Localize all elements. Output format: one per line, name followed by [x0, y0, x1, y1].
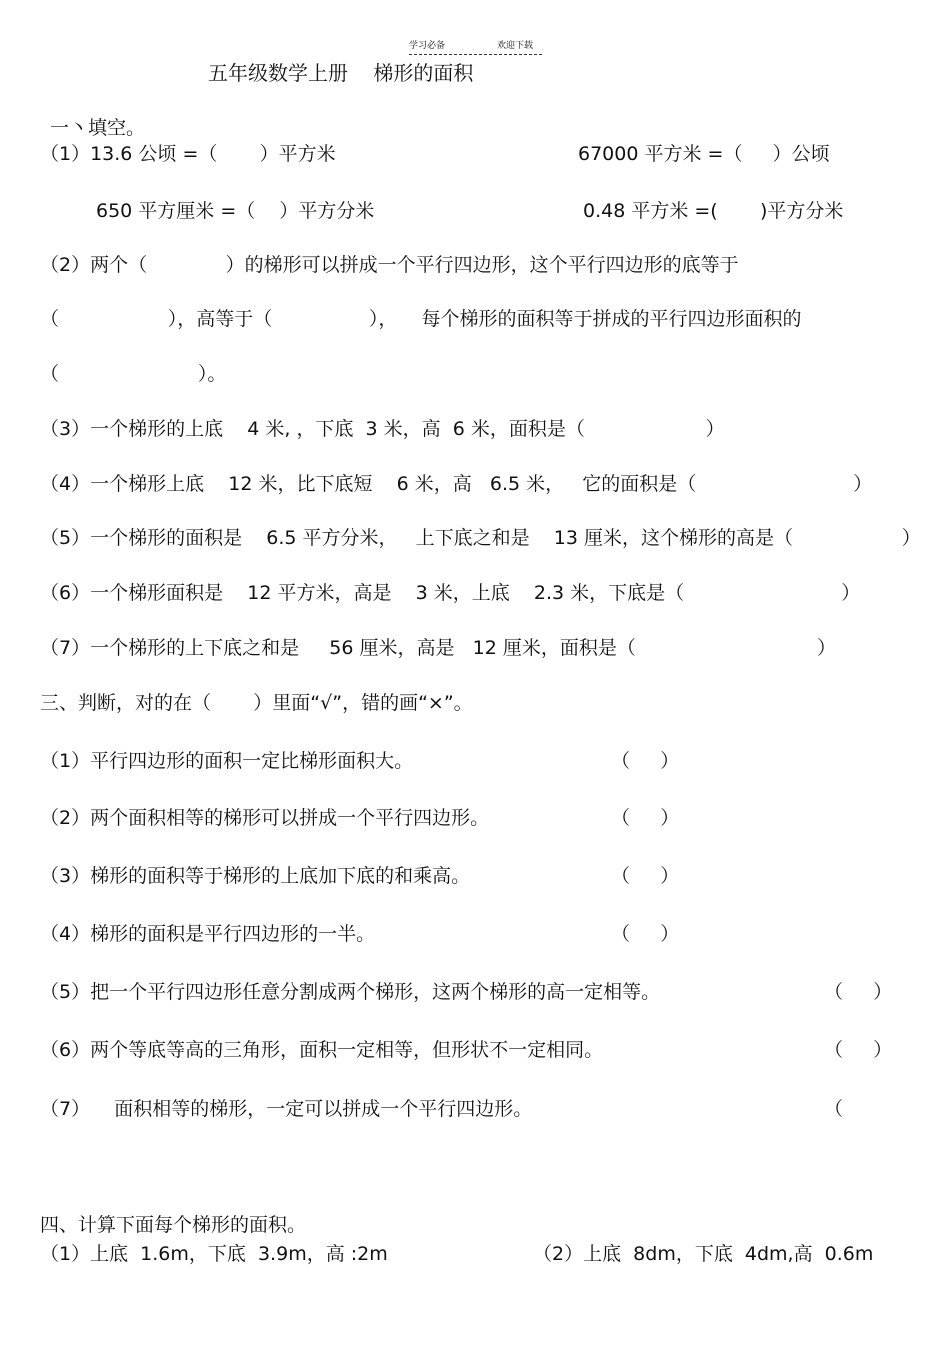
judge-blank-2: （ ） [611, 807, 680, 829]
calc-question-1: （1）上底 1.6m，下底 3.9m，高 :2m [40, 1243, 388, 1265]
judge-item-2: （2）两个面积相等的梯形可以拼成一个平行四边形。 [40, 807, 490, 829]
judge-item-7: （7） 面积相等的梯形，一定可以拼成一个平行四边形。 [40, 1098, 533, 1120]
question-2-line3: （ ）。 [40, 363, 227, 385]
question-7: （7）一个梯形的上下底之和是 56 厘米，高是 12 厘米，面积是（ ） [40, 637, 837, 659]
judge-blank-6: （ ） [824, 1039, 893, 1061]
judge-item-5: （5）把一个平行四边形任意分割成两个梯形，这两个梯形的高一定相等。 [40, 981, 661, 1003]
section3-heading: 三、判断，对的在（ ）里面“√”，错的画“×”。 [40, 692, 473, 714]
question-1b: 67000 平方米 =（ ）公顷 [578, 143, 830, 165]
question-3: （3）一个梯形的上底 4 米, ，下底 3 米，高 6 米，面积是（ ） [40, 418, 725, 440]
question-1c: 650 平方厘米 =（ ）平方分米 [96, 200, 375, 222]
calc-question-2: （2）上底 8dm，下底 4dm,高 0.6m [533, 1243, 874, 1265]
section1-heading: 一丶填空。 [50, 117, 146, 139]
question-1d: 0.48 平方米 =( )平方分米 [583, 200, 844, 222]
page-title: 五年级数学上册 梯形的面积 [208, 61, 474, 85]
judge-item-6: （6）两个等底等高的三角形，面积一定相等，但形状不一定相同。 [40, 1039, 604, 1061]
question-1a: （1）13.6 公顷 =（ ）平方米 [40, 143, 336, 165]
judge-item-3: （3）梯形的面积等于梯形的上底加下底的和乘高。 [40, 865, 471, 887]
header-left-text: 学习必备 [409, 41, 446, 51]
judge-blank-1: （ ） [611, 750, 680, 772]
question-6: （6）一个梯形面积是 12 平方米，高是 3 米，上底 2.3 米，下底是（ ） [40, 582, 861, 604]
header-divider [409, 54, 542, 55]
header-right-text: 欢迎下载 [497, 41, 534, 51]
question-2-line1: （2）两个（ ）的梯形可以拼成一个平行四边形，这个平行四边形的底等于 [40, 254, 739, 276]
judge-item-1: （1）平行四边形的面积一定比梯形面积大。 [40, 750, 414, 772]
judge-blank-5: （ ） [824, 981, 893, 1003]
question-4: （4）一个梯形上底 12 米，比下底短 6 米，高 6.5 米， 它的面积是（ ） [40, 473, 873, 495]
judge-blank-4: （ ） [611, 923, 680, 945]
judge-blank-3: （ ） [611, 865, 680, 887]
judge-blank-7: （ [824, 1098, 844, 1120]
question-5: （5）一个梯形的面积是 6.5 平方分米， 上下底之和是 13 厘米，这个梯形的高是（ ） [40, 527, 921, 549]
judge-item-4: （4）梯形的面积是平行四边形的一半。 [40, 923, 376, 945]
question-2-line2: （ ），高等于（ ）， 每个梯形的面积等于拼成的平行四边形面积的 [40, 308, 802, 330]
section4-heading: 四、计算下面每个梯形的面积。 [40, 1214, 307, 1236]
